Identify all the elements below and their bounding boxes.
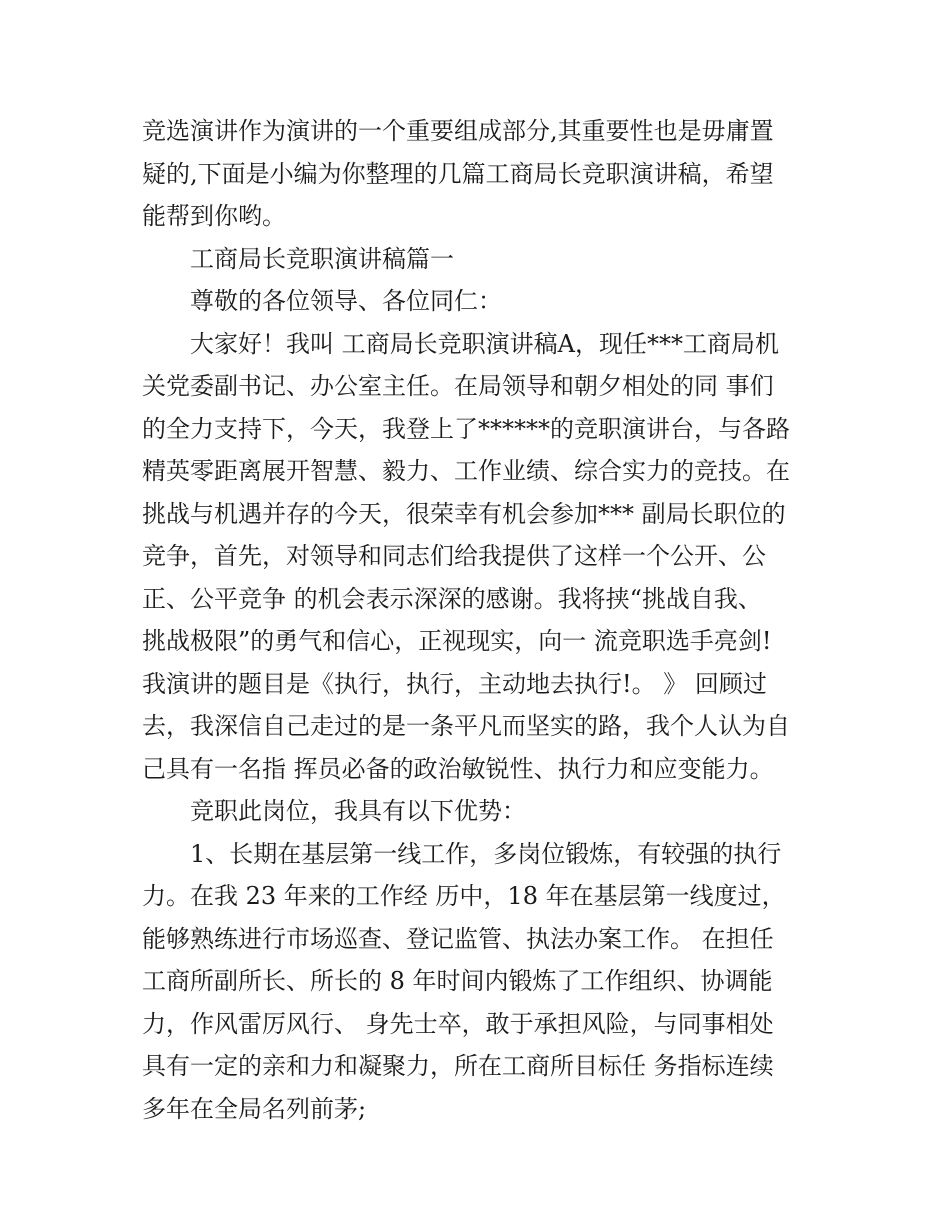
text-line: 精英零距离展开智慧、毅力、工作业绩、综合实力的竞技。在 <box>142 457 790 485</box>
document-body <box>142 110 812 1130</box>
text-line: 工商所副所长、所长的 8 年时间内锻炼了工作组织、协调能 <box>142 967 773 995</box>
text-line: 挑战与机遇并存的今天，很荣幸有机会参加*** 副局长职位的 <box>142 499 786 528</box>
text-line: 力。在我 23 年来的工作经 历中，18 年在基层第一线度过， <box>142 882 786 910</box>
text-line: 力，作风雷厉风行、 身先士卒，敢于承担风险，与同事相处 <box>142 1009 774 1038</box>
text-line: 关党委副书记、办公室主任。在局领导和朝夕相处的同 事们 <box>142 372 774 400</box>
text-line: 我演讲的题目是《执行，执行，主动地去执行!。 》 回顾过 <box>142 669 767 698</box>
text-line: 正、公平竞争 的机会表示深深的感谢。我将挟“挑战自我、 <box>142 584 762 613</box>
text-line: 竞职此岗位，我具有以下优势： <box>190 797 526 825</box>
text-line: 具有一定的亲和力和凝聚力，所在工商所目标任 务指标连续 <box>142 1052 774 1080</box>
text-line: 多年在全局名列前茅; <box>142 1094 367 1123</box>
text-line: 尊敬的各位领导、各位同仁： <box>190 287 502 315</box>
text-line: 疑的,下面是小编为你整理的几篇工商局长竞职演讲稿，希望 <box>142 159 774 188</box>
text-line: 大家好！我叫 工商局长竞职演讲稿A，现任***工商局机 <box>190 329 779 358</box>
text-line: 能帮到你哟。 <box>142 202 286 230</box>
text-line: 1、长期在基层第一线工作，多岗位锻炼，有较强的执行 <box>190 839 782 868</box>
advantages-heading <box>142 790 812 833</box>
text-line: 挑战极限”的勇气和信心，正视现实，向一 流竞职选手亮剑! <box>142 627 772 655</box>
text-line: 能够熟练进行市场巡查、登记监管、执法办案工作。 在担任 <box>142 924 774 953</box>
text-line: 工商局长竞职演讲稿篇一 <box>190 244 454 273</box>
text-line: 竞选演讲作为演讲的一个重要组成部分,其重要性也是毋庸置 <box>142 117 774 145</box>
text-line: 竞争，首先，对领导和同志们给我提供了这样一个公开、公 <box>142 542 766 570</box>
advantage-item-1 <box>142 833 812 1131</box>
text-line: 的全力支持下，今天，我登上了******的竞职演讲台，与各路 <box>142 414 790 443</box>
body-paragraph <box>142 323 812 791</box>
text-line: 去，我深信自己走过的是一条平凡而坚实的路，我个人认为自 <box>142 712 790 740</box>
section-heading <box>142 238 812 281</box>
text-line: 己具有一名指 挥员必备的政治敏锐性、执行力和应变能力。 <box>142 754 774 783</box>
salutation <box>142 280 812 323</box>
intro-paragraph <box>142 110 812 238</box>
